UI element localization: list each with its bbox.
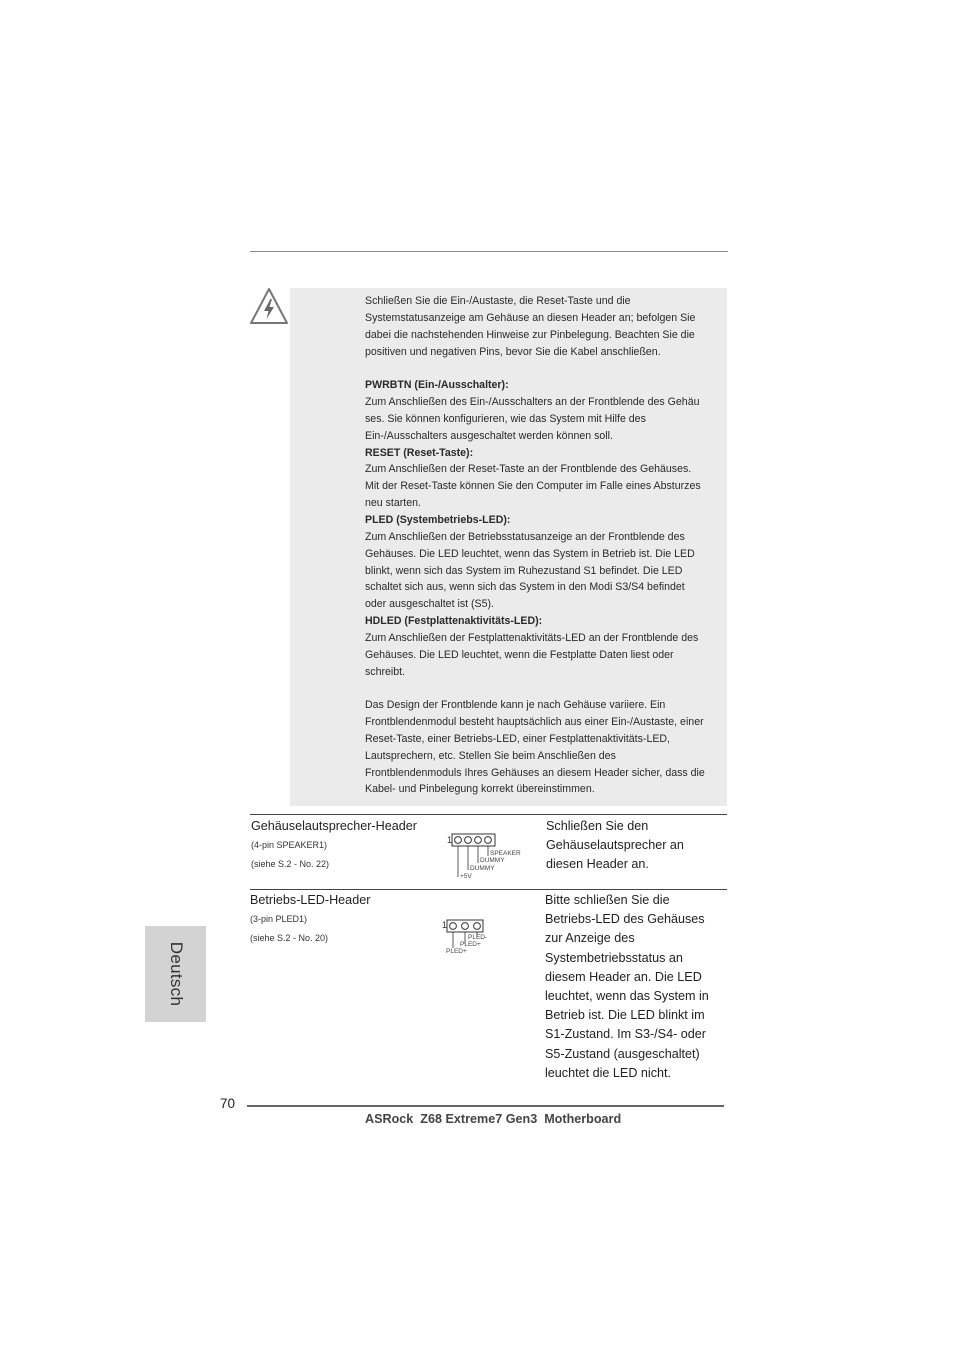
- description-line: diesem Header an. Die LED: [545, 969, 702, 984]
- note-text: [365, 293, 727, 798]
- design-line: Reset-Taste, einer Betriebs-LED, einer Festplattenaktivitäts-LED,: [365, 732, 670, 745]
- pled-line: Gehäuses. Die LED leuchtet, wenn das System in Betrieb ist. Die LED: [365, 547, 695, 560]
- speaker-header-ref: (siehe S.2 - No. 22): [251, 859, 330, 869]
- pled-plus-label: PLED+: [460, 941, 481, 948]
- speaker-description: [546, 817, 684, 875]
- description-line: Gehäuselautsprecher an: [546, 838, 684, 853]
- pwrbtn-heading: PWRBTN (Ein-/Ausschalter):: [365, 379, 509, 392]
- pled-line: schaltet sich aus, wenn sich das System in den Modi S3/S4 befindet: [365, 581, 685, 594]
- design-line: Lautsprechern, etc. Stellen Sie beim Anschließen des: [365, 749, 616, 762]
- dummy-pin-label: DUMMY: [480, 857, 505, 864]
- description-line: Schließen Sie den: [546, 819, 649, 833]
- dummy-pin-label: DUMMY: [470, 865, 495, 872]
- reset-line: Mit der Reset-Taste können Sie den Computer im Falle eines Absturzes: [365, 480, 701, 493]
- speaker-pin-diagram: [445, 830, 530, 882]
- pled-heading: PLED (Systembetriebs-LED):: [365, 513, 511, 526]
- reset-heading: RESET (Reset-Taste):: [365, 446, 474, 459]
- hdled-heading: HDLED (Festplattenaktivitäts-LED):: [365, 615, 543, 628]
- design-line: Frontblendenmoduls Ihres Gehäuses an diesem Header sicher, dass die: [365, 766, 705, 779]
- hdled-line: Gehäuses. Die LED leuchtet, wenn die Festplatte Daten liest oder: [365, 648, 674, 661]
- language-tab-label: Deutsch: [166, 941, 186, 1007]
- 5v-pin-label: +5V: [460, 873, 472, 880]
- pled-header-ref: (siehe S.2 - No. 20): [250, 933, 329, 943]
- pled-plus-label: PLED+: [446, 948, 467, 955]
- pwrbtn-line: ses. Sie können konfigurieren, wie das System mit Hilfe des: [365, 412, 646, 425]
- pled-description: [545, 891, 709, 1083]
- reset-line: neu starten.: [365, 497, 421, 510]
- intro-line: Systemstatusanzeige am Gehäuse an diesen Header an; befolgen Sie: [365, 311, 696, 324]
- description-line: Systembetriebsstatus an: [545, 950, 683, 965]
- description-line: leuchtet die LED nicht.: [545, 1065, 672, 1080]
- pled-line: Zum Anschließen der Betriebsstatusanzeige an der Frontblende des: [365, 530, 685, 543]
- description-line: S5-Zustand (ausgeschaltet): [545, 1046, 700, 1061]
- pled-line: oder ausgeschaltet ist (S5).: [365, 598, 494, 611]
- table-separator: [250, 889, 727, 890]
- intro-line: dabei die nachstehenden Hinweise zur Pinbelegung. Beachten Sie die: [365, 328, 695, 341]
- footer-title: ASRock Z68 Extreme7 Gen3 Motherboard: [365, 1112, 622, 1126]
- pled-line: blinkt, wenn sich das System im Ruhezustand S1 befindet. Die LED: [365, 564, 683, 577]
- hdled-line: schreibt.: [365, 665, 406, 678]
- speaker-pin-label: SPEAKER: [490, 850, 521, 857]
- warning-icon: [248, 286, 290, 326]
- design-line: Das Design der Frontblende kann je nach Gehäuse variiere. Ein: [365, 699, 666, 712]
- speaker-header-pins: (4-pin SPEAKER1): [251, 840, 328, 850]
- pin1-label: 1: [447, 835, 453, 845]
- page-number: 70: [220, 1096, 236, 1111]
- pled-header-title: Betriebs-LED-Header: [250, 893, 371, 907]
- intro-line: positiven und negativen Pins, bevor Sie die Kabel anschließen.: [365, 345, 661, 358]
- reset-line: Zum Anschließen der Reset-Taste an der Frontblende des Gehäuses.: [365, 463, 692, 476]
- design-line: Frontblendenmodul besteht hauptsächlich aus einer Ein-/Austaste, einer: [365, 716, 704, 729]
- pwrbtn-line: Zum Anschließen des Ein-/Ausschalters an der Frontblende des Gehäu: [365, 396, 700, 409]
- description-line: Betrieb ist. Die LED blinkt im: [545, 1008, 705, 1023]
- description-line: leuchtet, wenn das System in: [545, 989, 709, 1004]
- pled-minus-label: PLED-: [468, 934, 488, 941]
- speaker-header-title: Gehäuselautsprecher-Header: [251, 819, 417, 833]
- description-line: S1-Zustand. Im S3-/S4- oder: [545, 1027, 706, 1042]
- language-side-tab: [145, 926, 206, 1022]
- pwrbtn-line: Ein-/Ausschalters ausgeschaltet werden können soll.: [365, 429, 613, 442]
- table-separator: [250, 814, 727, 815]
- description-line: Betriebs-LED des Gehäuses: [545, 912, 705, 927]
- design-line: Kabel- und Pinbelegung korrekt übereinstimmen.: [365, 783, 595, 796]
- intro-line: Schließen Sie die Ein-/Austaste, die Reset-Taste und die: [365, 295, 631, 307]
- top-rule: [250, 251, 728, 252]
- hdled-line: Zum Anschließen der Festplattenaktivitäts-LED an der Frontblende des: [365, 631, 699, 644]
- footer-rule: [247, 1105, 724, 1107]
- description-line: diesen Header an.: [546, 857, 649, 872]
- pin1-label: 1: [442, 920, 448, 930]
- description-line: zur Anzeige des: [545, 931, 635, 946]
- description-line: Bitte schließen Sie die: [545, 893, 670, 907]
- pled-pin-diagram: [440, 915, 500, 957]
- pled-header-pins: (3-pin PLED1): [250, 914, 308, 924]
